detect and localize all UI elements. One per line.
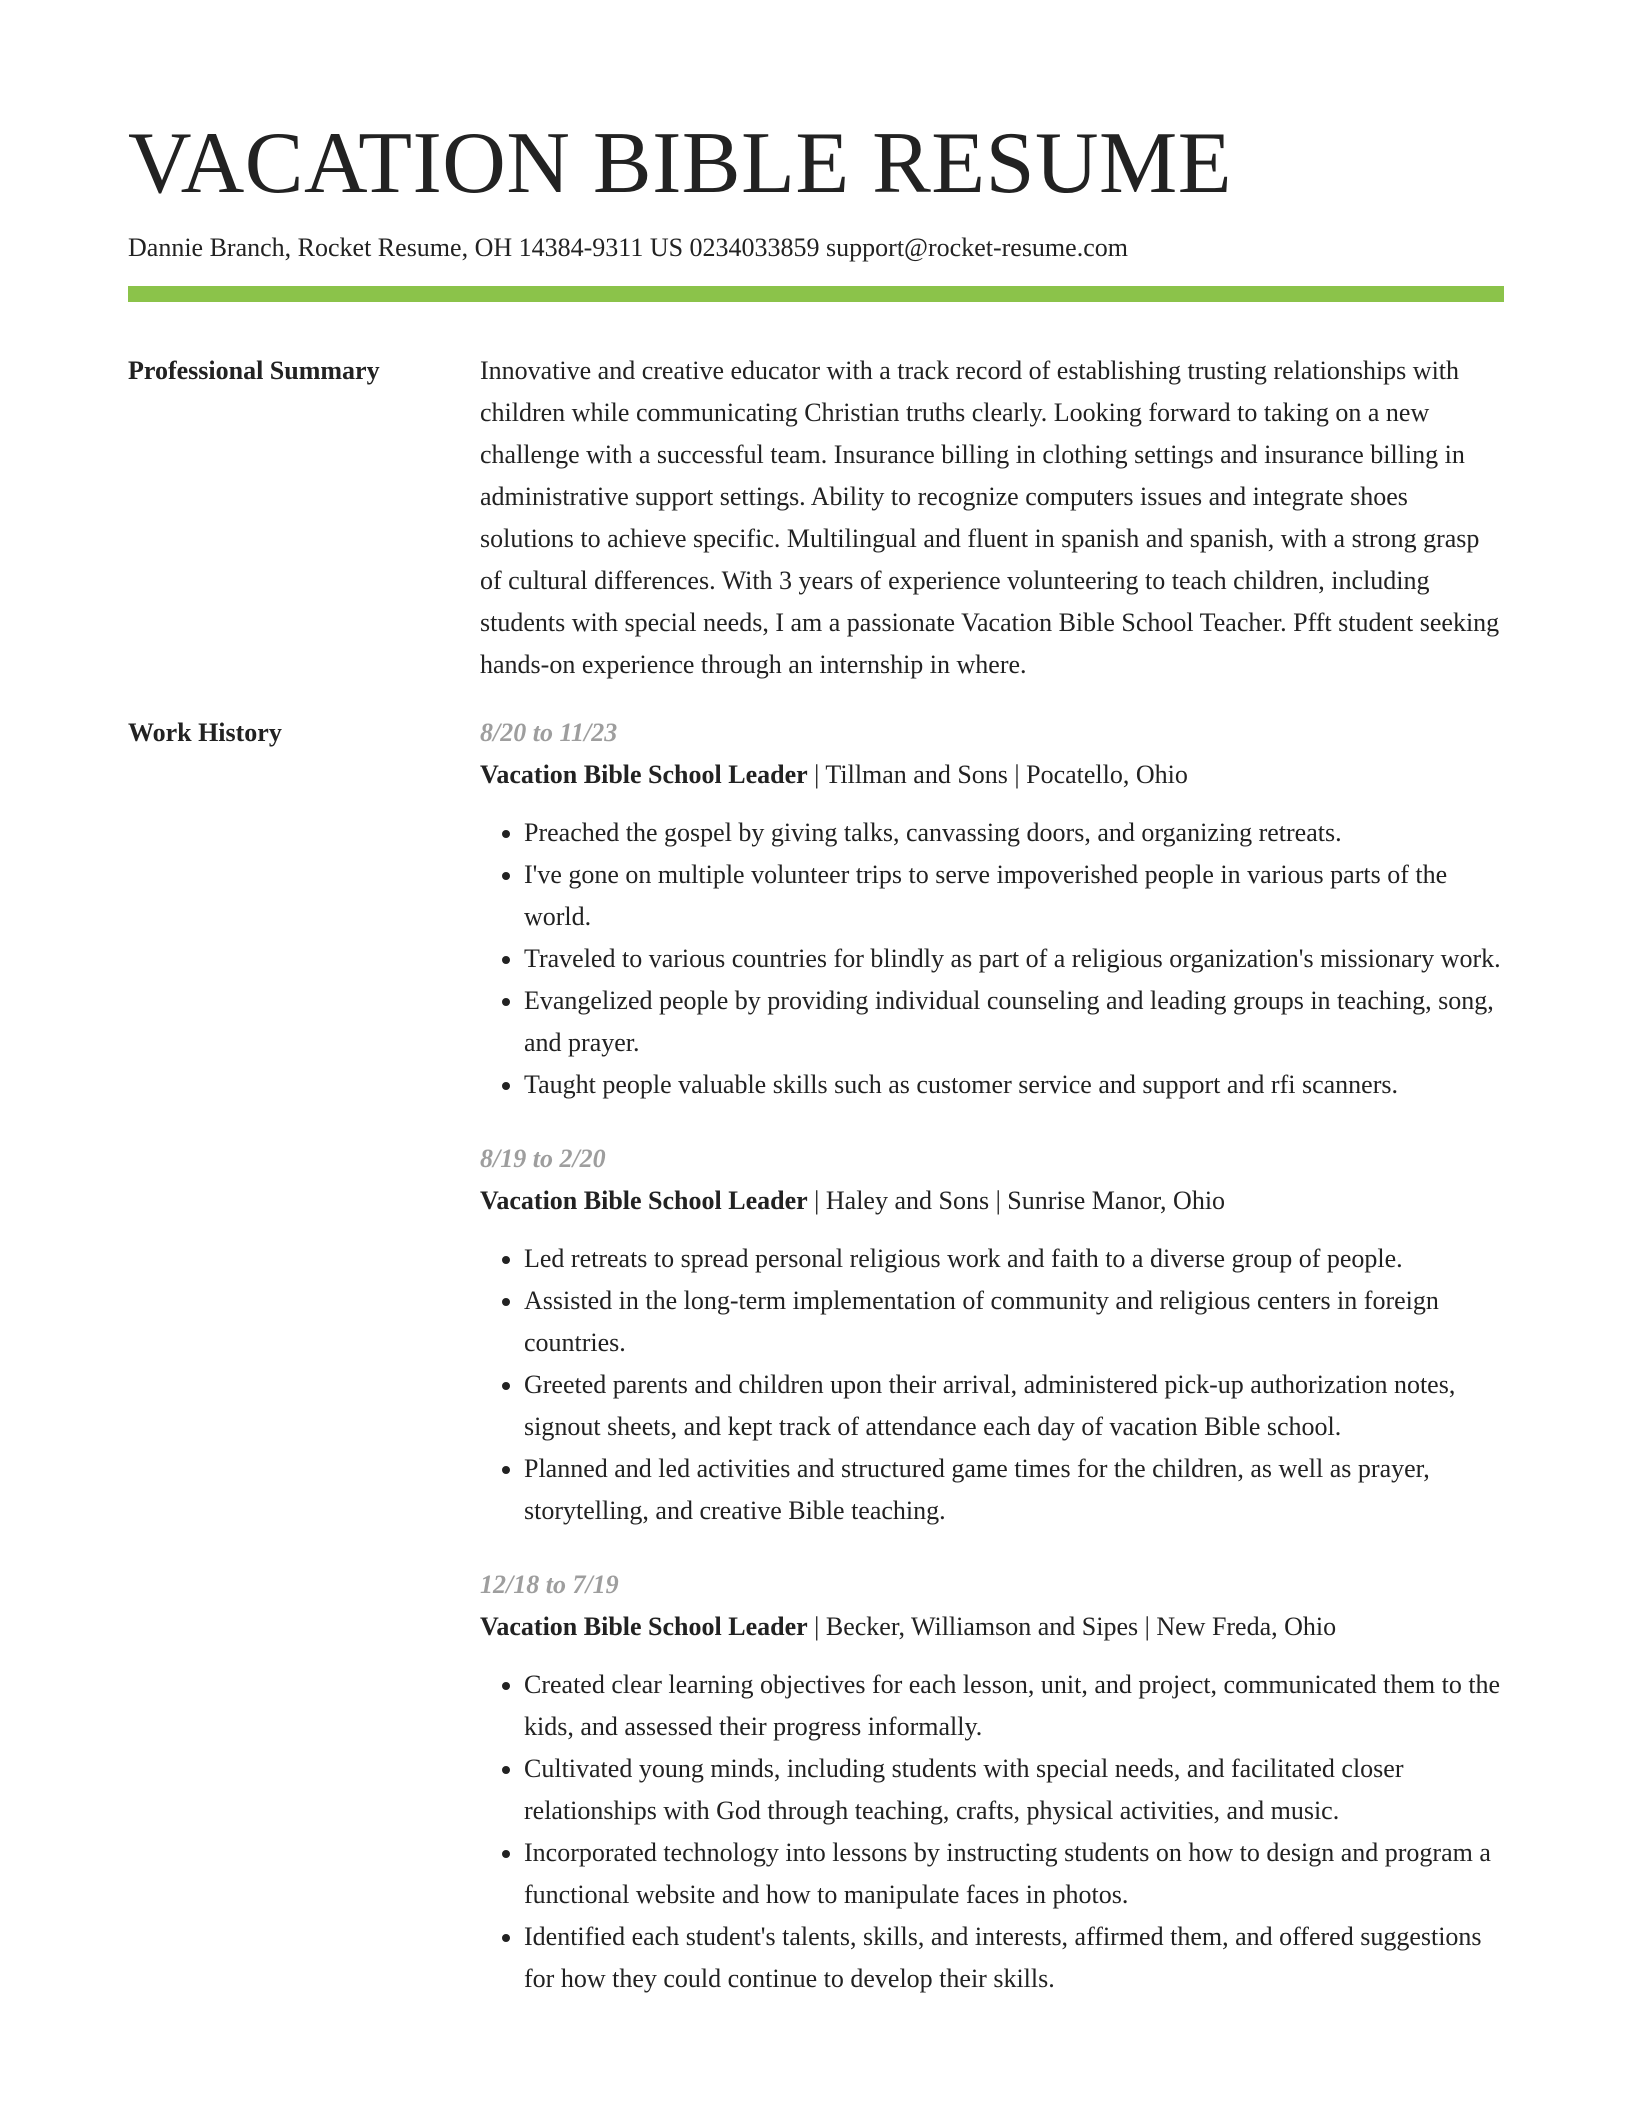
resume-page	[128, 0, 1504, 2000]
job-bullet-list	[480, 1664, 1504, 2000]
job-bullet: • Taught people valuable skills such as customer service and support and rfi scanners.	[524, 1064, 1504, 1106]
job-dates: 12/18 to 7/19	[480, 1570, 619, 1600]
job-bullet: • Evangelized people by providing individual counseling and leading groups in teaching, song, and prayer.	[524, 980, 1504, 1064]
job-bullet: • Assisted in the long-term implementation of community and religious centers in foreign countries.	[524, 1280, 1504, 1364]
job-entry	[480, 1564, 1504, 2000]
job-employer-location: | Becker, Williamson and Sipes | New Freda, Ohio	[807, 1612, 1337, 1642]
contact-line: Dannie Branch, Rocket Resume, OH 14384-9311 US 0234033859 support@rocket-resume.com	[128, 233, 1128, 262]
job-entry	[480, 1138, 1504, 1532]
job-bullet: • Created clear learning objectives for each lesson, unit, and project, communicated them to the kids, and assessed their progress informally.	[524, 1664, 1504, 1748]
job-title: Vacation Bible School Leader	[480, 1612, 808, 1642]
job-dates: 8/19 to 2/20	[480, 1144, 606, 1174]
professional-summary-section	[128, 350, 1504, 686]
job-bullet: • Identified each student's talents, skills, and interests, affirmed them, and offered suggestions for how they could continue to develop their skills.	[524, 1916, 1504, 2000]
work-history-body	[480, 712, 1504, 2000]
job-bullet: • Led retreats to spread personal religious work and faith to a diverse group of people.	[524, 1238, 1504, 1280]
job-bullet: • Traveled to various countries for blindly as part of a religious organization's missionary work.	[524, 938, 1504, 980]
job-bullet-list	[480, 1238, 1504, 1532]
work-history-section	[128, 712, 1504, 2000]
resume-title: VACATION BIBLE RESUME	[128, 115, 1233, 212]
job-heading	[480, 754, 1504, 796]
job-entry	[480, 712, 1504, 1106]
job-title: Vacation Bible School Leader	[480, 760, 808, 790]
job-bullet: • Planned and led activities and structured game times for the children, as well as prayer, storytelling, and creative Bible teaching.	[524, 1448, 1504, 1532]
job-bullet: • Preached the gospel by giving talks, canvassing doors, and organizing retreats.	[524, 812, 1504, 854]
accent-divider	[128, 286, 1504, 302]
job-employer-location: | Tillman and Sons | Pocatello, Ohio	[807, 760, 1188, 790]
job-bullet-list	[480, 812, 1504, 1106]
job-employer-location: | Haley and Sons | Sunrise Manor, Ohio	[807, 1186, 1226, 1216]
job-bullet: • I've gone on multiple volunteer trips to serve impoverished people in various parts of the world.	[524, 854, 1504, 938]
job-dates: 8/20 to 11/23	[480, 718, 618, 748]
job-title: Vacation Bible School Leader	[480, 1186, 808, 1216]
job-bullet: • Greeted parents and children upon their arrival, administered pick-up authorization notes, signout sheets, and kept track of attendance each day of vacation Bible school.	[524, 1364, 1504, 1448]
summary-text: Innovative and creative educator with a track record of establishing trusting relationships with children while communicating Christian truths clearly. Looking forward to taking on a new challenge with a successful team. Insurance billing in clothing settings and insurance billing in administrative support settings. Ability to recognize computers issues and integrate shoes solutions to achieve specific. Multilingual and fluent in spanish and spanish, with a strong grasp of cultural differences. With 3 years of experience volunteering to teach children, including students with special needs, I am a passionate Vacation Bible School Teacher. Pfft student seeking hands-on experience through an internship in where.	[480, 356, 1500, 680]
section-label-work-history: Work History	[128, 718, 282, 748]
summary-body	[480, 350, 1504, 686]
job-heading	[480, 1606, 1504, 1648]
job-heading	[480, 1180, 1504, 1222]
section-label-summary: Professional Summary	[128, 356, 380, 386]
job-bullet: • Incorporated technology into lessons by instructing students on how to design and program a functional website and how to manipulate faces in photos.	[524, 1832, 1504, 1916]
job-bullet: • Cultivated young minds, including students with special needs, and facilitated closer relationships with God through teaching, crafts, physical activities, and music.	[524, 1748, 1504, 1832]
